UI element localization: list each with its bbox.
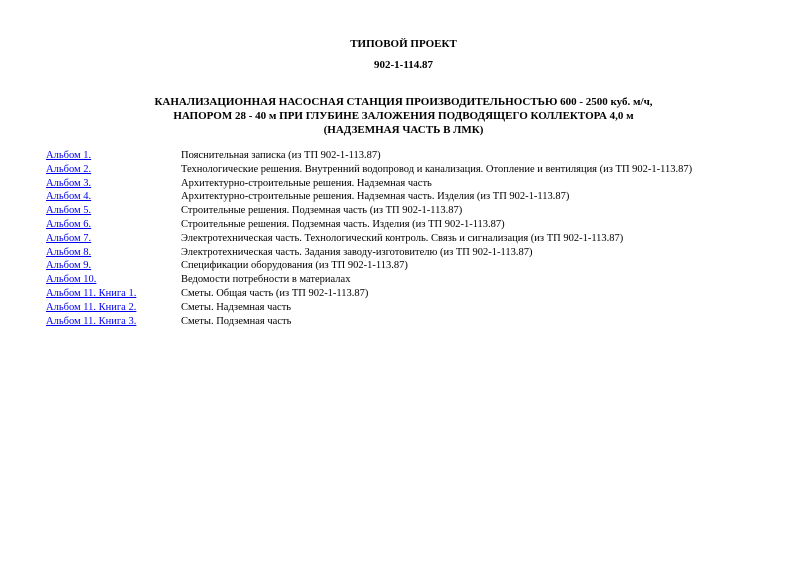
album-description: Пояснительная записка (из ТП 902-1-113.87) (181, 150, 381, 161)
album-link-11-book-1[interactable]: Альбом 11. Книга 1. (46, 287, 137, 299)
album-row (46, 190, 786, 204)
album-link-7[interactable]: Альбом 7. (46, 232, 92, 244)
album-description: Ведомости потребности в материалах (181, 274, 351, 286)
album-link-10[interactable]: Альбом 10. (46, 274, 97, 286)
album-description: Архитектурно-строительные решения. Надземная часть. Изделия (из ТП 902-1-113.87) (181, 191, 570, 203)
album-row (46, 301, 786, 315)
album-description: Электротехническая часть. Задания заводу-изготовителю (из ТП 902-1-113.87) (181, 246, 533, 258)
heading-line: КАНАЛИЗАЦИОННАЯ НАСОСНАЯ СТАНЦИЯ ПРОИЗВОДИТЕЛЬНОСТЬЮ 600 - 2500 куб. м/ч, (154, 96, 653, 108)
album-description: Строительные решения. Подземная часть. Изделия (из ТП 902-1-113.87) (181, 218, 505, 230)
album-link-11-book-3[interactable]: Альбом 11. Книга 3. (46, 315, 137, 327)
album-row (46, 149, 786, 163)
album-list (46, 149, 786, 328)
album-description: Сметы. Подземная часть (181, 315, 292, 327)
document-title: ТИПОВОЙ ПРОЕКТ (350, 38, 457, 50)
album-description: Архитектурно-строительные решения. Надземная часть (181, 177, 432, 189)
album-description: Спецификации оборудования (из ТП 902-1-113.87) (181, 260, 408, 272)
album-row (46, 232, 786, 246)
album-description: Сметы. Общая часть (из ТП 902-1-113.87) (181, 287, 369, 299)
album-link-8[interactable]: Альбом 8. (46, 246, 92, 258)
album-description: Строительные решения. Подземная часть (из ТП 902-1-113.87) (181, 205, 463, 217)
album-link-5[interactable]: Альбом 5. (46, 205, 92, 217)
album-row (46, 315, 786, 329)
album-description: Сметы. Надземная часть (181, 301, 292, 313)
project-code: 902-1-114.87 (374, 59, 433, 71)
album-description: Электротехническая часть. Технологический контроль. Связь и сигнализация (из ТП 902-1-113.87) (181, 232, 624, 244)
album-link-6[interactable]: Альбом 6. (46, 218, 92, 230)
album-row (46, 218, 786, 232)
heading-line: (НАДЗЕМНАЯ ЧАСТЬ В ЛМК) (323, 124, 484, 136)
album-link-3[interactable]: Альбом 3. (46, 177, 92, 189)
album-link-9[interactable]: Альбом 9. (46, 260, 92, 272)
album-row (46, 259, 786, 273)
album-row (46, 287, 786, 301)
album-link-1[interactable]: Альбом 1. (46, 150, 92, 161)
album-link-2[interactable]: Альбом 2. (46, 163, 92, 175)
album-row (46, 204, 786, 218)
album-row (46, 273, 786, 287)
album-link-11-book-2[interactable]: Альбом 11. Книга 2. (46, 301, 137, 313)
album-row (46, 246, 786, 260)
album-row (46, 177, 786, 191)
album-row (46, 163, 786, 177)
heading-line: НАПОРОМ 28 - 40 м ПРИ ГЛУБИНЕ ЗАЛОЖЕНИЯ ПОДВОДЯЩЕГО КОЛЛЕКТОРА 4,0 м (173, 110, 634, 122)
album-link-4[interactable]: Альбом 4. (46, 191, 92, 203)
album-description: Технологические решения. Внутренний водопровод и канализация. Отопление и вентиляция (из ТП 902-1-113.87) (181, 163, 693, 175)
project-heading (0, 95, 807, 137)
